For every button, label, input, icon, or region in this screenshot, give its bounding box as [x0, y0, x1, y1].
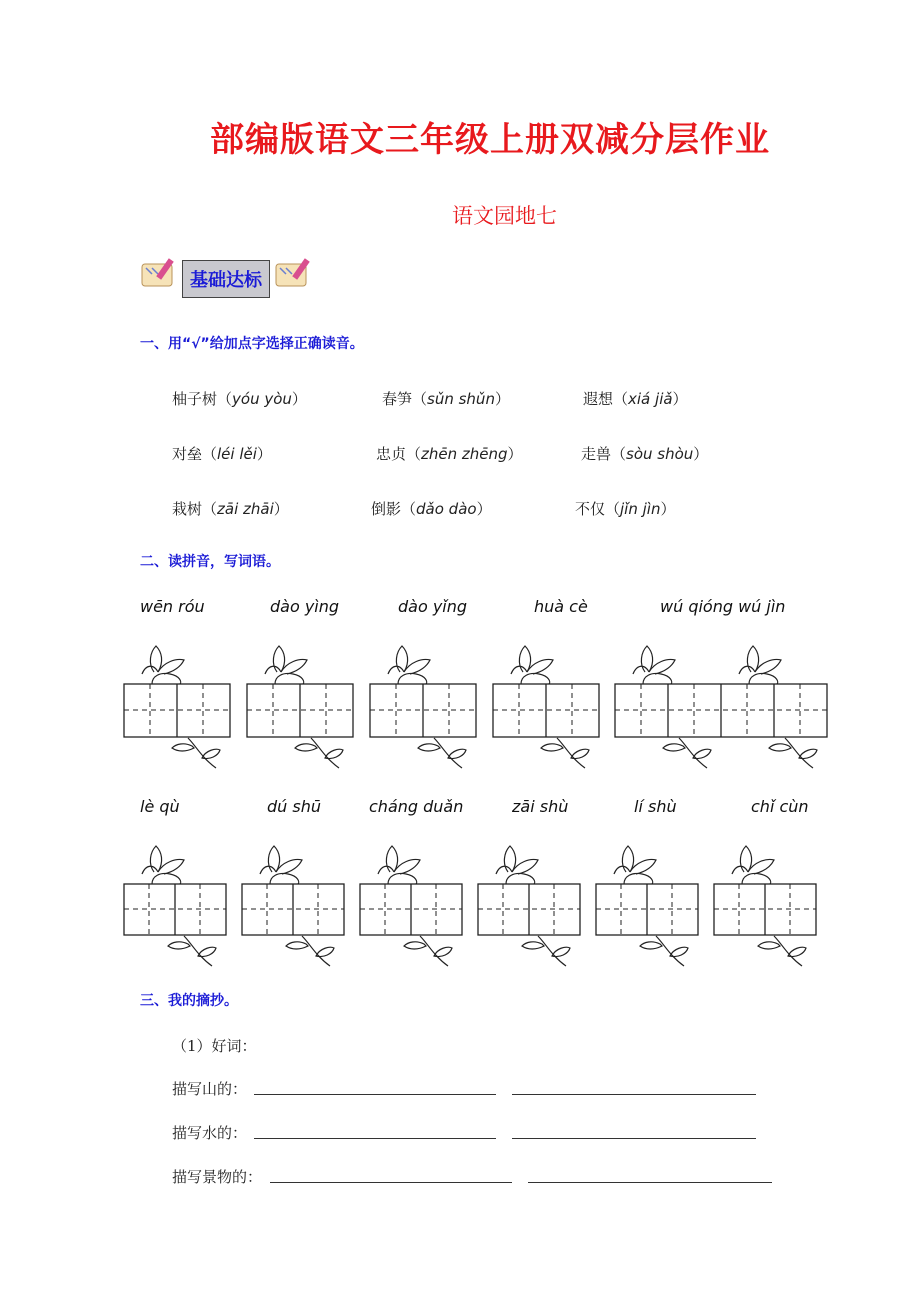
writing-box-2char — [493, 646, 599, 768]
writing-grid-row-2 — [0, 840, 920, 970]
writing-box-2char — [124, 646, 230, 768]
writing-grid-row-1 — [0, 640, 920, 770]
pronunciation-item: 不仅（jǐn jìn） — [575, 500, 676, 518]
pinyin-label: wēn róu — [140, 597, 205, 616]
answer-line[interactable] — [512, 1138, 756, 1139]
pronunciation-item: 倒影（dǎo dào） — [371, 500, 492, 518]
pinyin-label: dào yìng — [270, 597, 340, 616]
pinyin-label: huà cè — [534, 597, 588, 616]
writing-box-2char — [124, 846, 226, 966]
answer-line[interactable] — [528, 1182, 772, 1183]
pronunciation-item: 春笋（sǔn shǔn） — [382, 390, 510, 408]
writing-box-2char — [478, 846, 580, 966]
page-title: 部编版语文三年级上册双减分层作业 — [210, 120, 770, 160]
pinyin-label: chǐ cùn — [751, 797, 809, 816]
section-3-heading: 三、我的摘抄。 — [140, 993, 238, 1009]
pinyin-label: lí shù — [634, 797, 677, 816]
page-subtitle: 语文园地七 — [452, 204, 557, 228]
pinyin-label: wú qióng wú jìn — [660, 597, 786, 616]
writing-box-2char — [714, 846, 816, 966]
writing-box-4char — [615, 646, 827, 768]
answer-line[interactable] — [254, 1138, 496, 1139]
pinyin-label: dào yǐng — [398, 597, 468, 616]
answer-line[interactable] — [270, 1182, 512, 1183]
pinyin-label: zāi shù — [512, 797, 569, 816]
writing-box-2char — [247, 646, 353, 768]
writing-box-2char — [596, 846, 698, 966]
writing-box-2char — [360, 846, 462, 966]
line-label-water: 描写水的： — [172, 1124, 248, 1142]
level-badge: 基础达标 — [182, 260, 270, 298]
pinyin-label: cháng duǎn — [369, 797, 464, 816]
section-1-heading: 一、用“√”给加点字选择正确读音。 — [140, 336, 364, 352]
section-2-heading: 二、读拼音，写词语。 — [140, 554, 280, 570]
pronunciation-item: 栽树（zāi zhāi） — [172, 500, 289, 518]
notebook-pencil-icon — [272, 256, 318, 292]
pronunciation-item: 走兽（sòu shòu） — [581, 445, 709, 463]
writing-box-2char — [242, 846, 344, 966]
answer-line[interactable] — [254, 1094, 496, 1095]
answer-line[interactable] — [512, 1094, 756, 1095]
pinyin-label: dú shū — [267, 797, 321, 816]
pinyin-label: lè qù — [140, 797, 180, 816]
line-label-mountain: 描写山的： — [172, 1080, 248, 1098]
pronunciation-item: 柚子树（yóu yòu） — [172, 390, 307, 408]
pronunciation-item: 对垒（léi lěi） — [172, 445, 272, 463]
pronunciation-item: 忠贞（zhēn zhēng） — [376, 445, 523, 463]
pronunciation-item: 遐想（xiá jiǎ） — [583, 390, 688, 408]
good-words-label: （1）好词： — [172, 1037, 257, 1055]
notebook-pencil-icon — [138, 256, 182, 292]
line-label-scenery: 描写景物的： — [172, 1168, 263, 1186]
writing-box-2char — [370, 646, 476, 768]
